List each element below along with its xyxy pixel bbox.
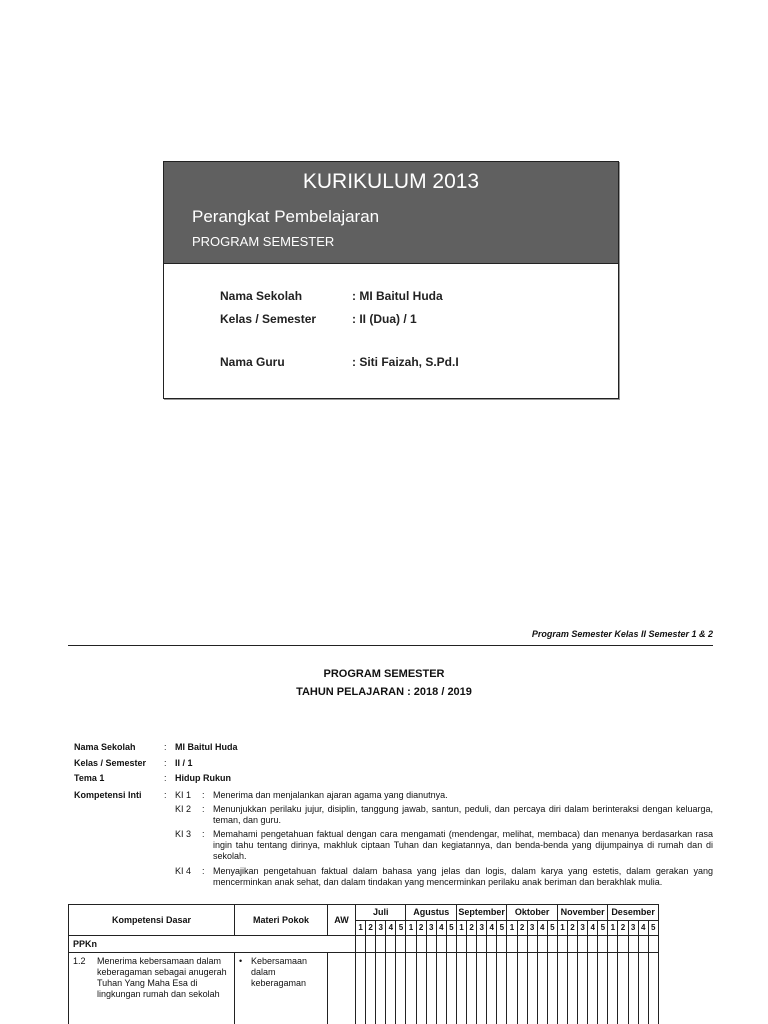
schedule-cell (608, 953, 618, 1024)
info-value: II / 1 (175, 758, 193, 768)
section-cell (356, 936, 366, 953)
section-cell (497, 936, 507, 953)
week-number: 1 (507, 920, 517, 936)
month-header: November (557, 905, 607, 921)
schedule-cell (537, 953, 547, 1024)
info-key: Kompetensi Inti (74, 790, 142, 800)
section-cell (648, 936, 658, 953)
section-cell (598, 936, 608, 953)
week-number: 2 (416, 920, 426, 936)
week-number: 5 (497, 920, 507, 936)
section-cell (396, 936, 406, 953)
week-number: 5 (547, 920, 557, 936)
section-cell (517, 936, 527, 953)
week-number: 3 (578, 920, 588, 936)
info-value: Hidup Rukun (175, 773, 231, 783)
schedule-cell (648, 953, 658, 1024)
header-aw: AW (328, 905, 356, 936)
ki-text: Menunjukkan perilaku jujur, disiplin, tanggung jawab, santun, peduli, dan percaya diri dalam berinteraksi dengan keluarga, teman, dan guru. (213, 804, 713, 825)
week-number: 5 (598, 920, 608, 936)
schedule-cell (446, 953, 456, 1024)
section-cell (578, 936, 588, 953)
week-number: 4 (487, 920, 497, 936)
schedule-cell (557, 953, 567, 1024)
week-number: 1 (456, 920, 466, 936)
schedule-cell (456, 953, 466, 1024)
schedule-cell (426, 953, 436, 1024)
ki-number: KI 3 (175, 829, 192, 839)
schedule-cell (638, 953, 648, 1024)
section-cell (588, 936, 598, 953)
week-number: 4 (588, 920, 598, 936)
schedule-cell (467, 953, 477, 1024)
section-cell (426, 936, 436, 953)
week-number: 5 (446, 920, 456, 936)
week-number: 5 (648, 920, 658, 936)
cover-label: Kelas / Semester (220, 312, 317, 326)
ki-text: Menerima dan menjalankan ajaran agama yang dianutnya. (213, 790, 448, 800)
schedule-cell (416, 953, 426, 1024)
section-cell (446, 936, 456, 953)
week-number: 1 (608, 920, 618, 936)
kd-cell (69, 953, 235, 1024)
cover-box (163, 161, 619, 399)
cover-value: : II (Dua) / 1 (352, 312, 417, 326)
week-number: 3 (426, 920, 436, 936)
week-number: 4 (638, 920, 648, 936)
section-cell (477, 936, 487, 953)
mp-text: Kebersamaan dalam keberagaman (251, 956, 308, 988)
schedule-cell (366, 953, 376, 1024)
section-cell (386, 936, 396, 953)
header-rule (68, 645, 713, 646)
schedule-cell (598, 953, 608, 1024)
ki-text: Memahami pengetahuan faktual dengan cara mengamati (mendengar, melihat, membaca) dan menanya berdasarkan rasa ingin tahu tentang dirinya, makhluk ciptaan Tuhan dan kegiatannya, dan benda-benda yang dijumpainya di rumah dan di sekolah. (213, 829, 713, 861)
section-cell (467, 936, 477, 953)
schedule-cell (618, 953, 628, 1024)
week-number: 1 (406, 920, 416, 936)
doc-year: TAHUN PELAJARAN : 2018 / 2019 (296, 686, 472, 698)
mp-cell (235, 953, 328, 1024)
aw-cell (328, 953, 356, 1024)
week-number: 3 (628, 920, 638, 936)
schedule-cell (356, 953, 366, 1024)
section-cell (618, 936, 628, 953)
section-cell (487, 936, 497, 953)
schedule-cell (578, 953, 588, 1024)
week-number: 3 (376, 920, 386, 936)
week-number: 4 (386, 920, 396, 936)
cover-subtitle-2: PROGRAM SEMESTER (192, 234, 335, 249)
cover-title: KURIKULUM 2013 (302, 170, 480, 193)
schedule-cell (436, 953, 446, 1024)
section-cell (376, 936, 386, 953)
info-key: Nama Sekolah (74, 742, 136, 752)
week-number: 4 (537, 920, 547, 936)
week-number: 2 (567, 920, 577, 936)
schedule-cell (527, 953, 537, 1024)
month-header: Oktober (507, 905, 557, 921)
schedule-cell (487, 953, 497, 1024)
header-kompetensi-dasar: Kompetensi Dasar (69, 905, 235, 936)
week-number: 1 (557, 920, 567, 936)
program-semester-table (68, 904, 659, 1024)
week-number: 5 (396, 920, 406, 936)
schedule-cell (497, 953, 507, 1024)
month-header: Agustus (406, 905, 456, 921)
info-value: MI Baitul Huda (175, 742, 238, 752)
cover-value: : Siti Faizah, S.Pd.I (352, 355, 459, 369)
cover-value: : MI Baitul Huda (352, 289, 443, 303)
section-cell (638, 936, 648, 953)
schedule-cell (628, 953, 638, 1024)
section-cell (557, 936, 567, 953)
week-number: 2 (517, 920, 527, 936)
week-number: 1 (356, 920, 366, 936)
cover-header (164, 162, 618, 264)
section-cell (628, 936, 638, 953)
week-number: 3 (477, 920, 487, 936)
section-cell (507, 936, 517, 953)
schedule-cell (386, 953, 396, 1024)
schedule-cell (547, 953, 557, 1024)
cover-subtitle: Perangkat Pembelajaran (192, 207, 380, 226)
week-number: 4 (436, 920, 446, 936)
section-cell (547, 936, 557, 953)
section-cell (537, 936, 547, 953)
header-materi-pokok: Materi Pokok (235, 905, 328, 936)
section-cell (366, 936, 376, 953)
week-number: 2 (467, 920, 477, 936)
section-cell (608, 936, 618, 953)
month-header: Desember (608, 905, 658, 921)
section-cell (527, 936, 537, 953)
schedule-cell (396, 953, 406, 1024)
week-number: 2 (366, 920, 376, 936)
schedule-cell (376, 953, 386, 1024)
bullet-icon: • (239, 956, 243, 966)
ki-text: Menyajikan pengetahuan faktual dalam bahasa yang jelas dan logis, dalam karya yang estetis, dalam gerakan yang mencerminkan anak sehat, dan dalam tindakan yang mencerminkan perilaku anak beriman dan berakhlak mulia. (213, 866, 713, 887)
cover-label: Nama Sekolah (220, 289, 303, 303)
schedule-cell (567, 953, 577, 1024)
section-cell (406, 936, 416, 953)
doc-title: PROGRAM SEMESTER (323, 668, 445, 680)
schedule-cell (507, 953, 517, 1024)
kd-number: 1.2 (73, 956, 86, 966)
ki-number: KI 1 (175, 790, 192, 800)
section-cell (456, 936, 466, 953)
week-number: 2 (618, 920, 628, 936)
info-key: Kelas / Semester (74, 758, 147, 768)
section-cell (416, 936, 426, 953)
kd-text: Menerima kebersamaan dalam keberagaman sebagai anugerah Tuhan Yang Maha Esa di lingkungan rumah dan sekolah (97, 956, 227, 999)
section-label: PPKn (69, 936, 356, 953)
running-header: Program Semester Kelas II Semester 1 & 2 (531, 629, 713, 639)
info-key: Tema 1 (74, 773, 105, 783)
week-number: 3 (527, 920, 537, 936)
month-header: September (456, 905, 506, 921)
schedule-cell (517, 953, 527, 1024)
ki-number: KI 2 (175, 804, 192, 814)
section-cell (567, 936, 577, 953)
section-cell (436, 936, 446, 953)
month-header: Juli (356, 905, 406, 921)
cover-label: Nama Guru (220, 355, 285, 369)
schedule-cell (477, 953, 487, 1024)
ki-number: KI 4 (175, 866, 192, 876)
schedule-cell (406, 953, 416, 1024)
schedule-cell (588, 953, 598, 1024)
